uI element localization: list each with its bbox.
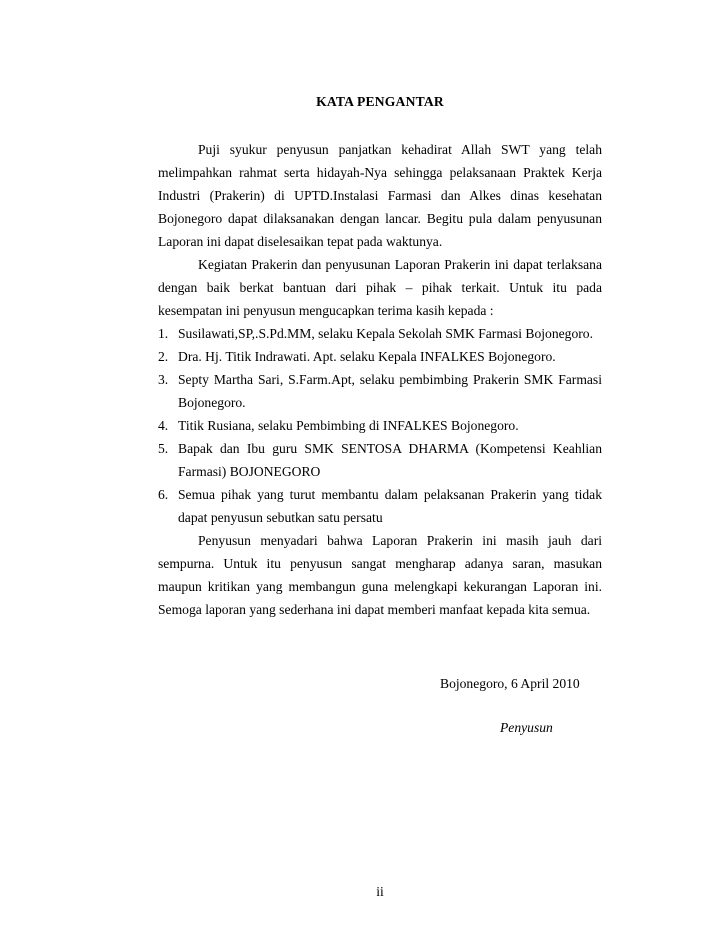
page-title: KATA PENGANTAR [316, 94, 444, 109]
list-item-number: 1. [158, 326, 169, 341]
list-item [158, 345, 602, 368]
signer-label: Penyusun [500, 720, 553, 735]
list-item-text: Semua pihak yang turut membantu dalam pelaksanan Prakerin yang tidak dapat penyusun sebutkan satu persatu [178, 487, 602, 525]
list-item-text: Susilawati,SP,.S.Pd.MM, selaku Kepala Sekolah SMK Farmasi Bojonegoro. [178, 326, 593, 341]
list-item-number: 6. [158, 487, 169, 502]
thanks-list [158, 322, 602, 529]
list-item [158, 322, 602, 345]
closing-paragraph: Penyusun menyadari bahwa Laporan Prakerin ini masih jauh dari sempurna. Untuk itu penyusun sangat mengharap adanya saran, masukan maupun kritikan yang membangun guna melengkapi kekurangan Laporan ini. Semoga laporan yang sederhana ini dapat memberi manfaat kepada kita semua. [158, 533, 602, 617]
list-item [158, 437, 602, 483]
list-item-number: 2. [158, 349, 169, 364]
list-item-text: Titik Rusiana, selaku Pembimbing di INFALKES Bojonegoro. [178, 418, 519, 433]
place-date: Bojonegoro, 6 April 2010 [440, 676, 580, 691]
list-item-text: Dra. Hj. Titik Indrawati. Apt. selaku Kepala INFALKES Bojonegoro. [178, 349, 556, 364]
list-item [158, 483, 602, 529]
list-item-text: Bapak dan Ibu guru SMK SENTOSA DHARMA (Kompetensi Keahlian Farmasi) BOJONEGORO [178, 441, 602, 479]
thanks-intro-paragraph: Kegiatan Prakerin dan penyusunan Laporan Prakerin ini dapat terlaksana dengan baik berkat bantuan dari pihak – pihak terkait. Untuk itu pada kesempatan ini penyusun mengucapkan terima kasih kepada : [158, 257, 602, 318]
list-item-number: 5. [158, 441, 169, 456]
list-item [158, 414, 602, 437]
page-number: ii [376, 884, 384, 899]
opening-paragraph: Puji syukur penyusun panjatkan kehadirat Allah SWT yang telah melimpahkan rahmat serta hidayah-Nya sehingga pelaksanaan Praktek Kerja Industri (Prakerin) di UPTD.Instalasi Farmasi dan Alkes dinas kesehatan Bojonegoro dapat dilaksanakan dengan lancar. Begitu pula dalam penyusunan Laporan ini dapat diselesaikan tepat pada waktunya. [158, 142, 602, 249]
list-item [158, 368, 602, 414]
list-item-text: Septy Martha Sari, S.Farm.Apt, selaku pembimbing Prakerin SMK Farmasi Bojonegoro. [178, 372, 602, 410]
list-item-number: 4. [158, 418, 169, 433]
document-body [158, 138, 602, 621]
list-item-number: 3. [158, 372, 169, 387]
